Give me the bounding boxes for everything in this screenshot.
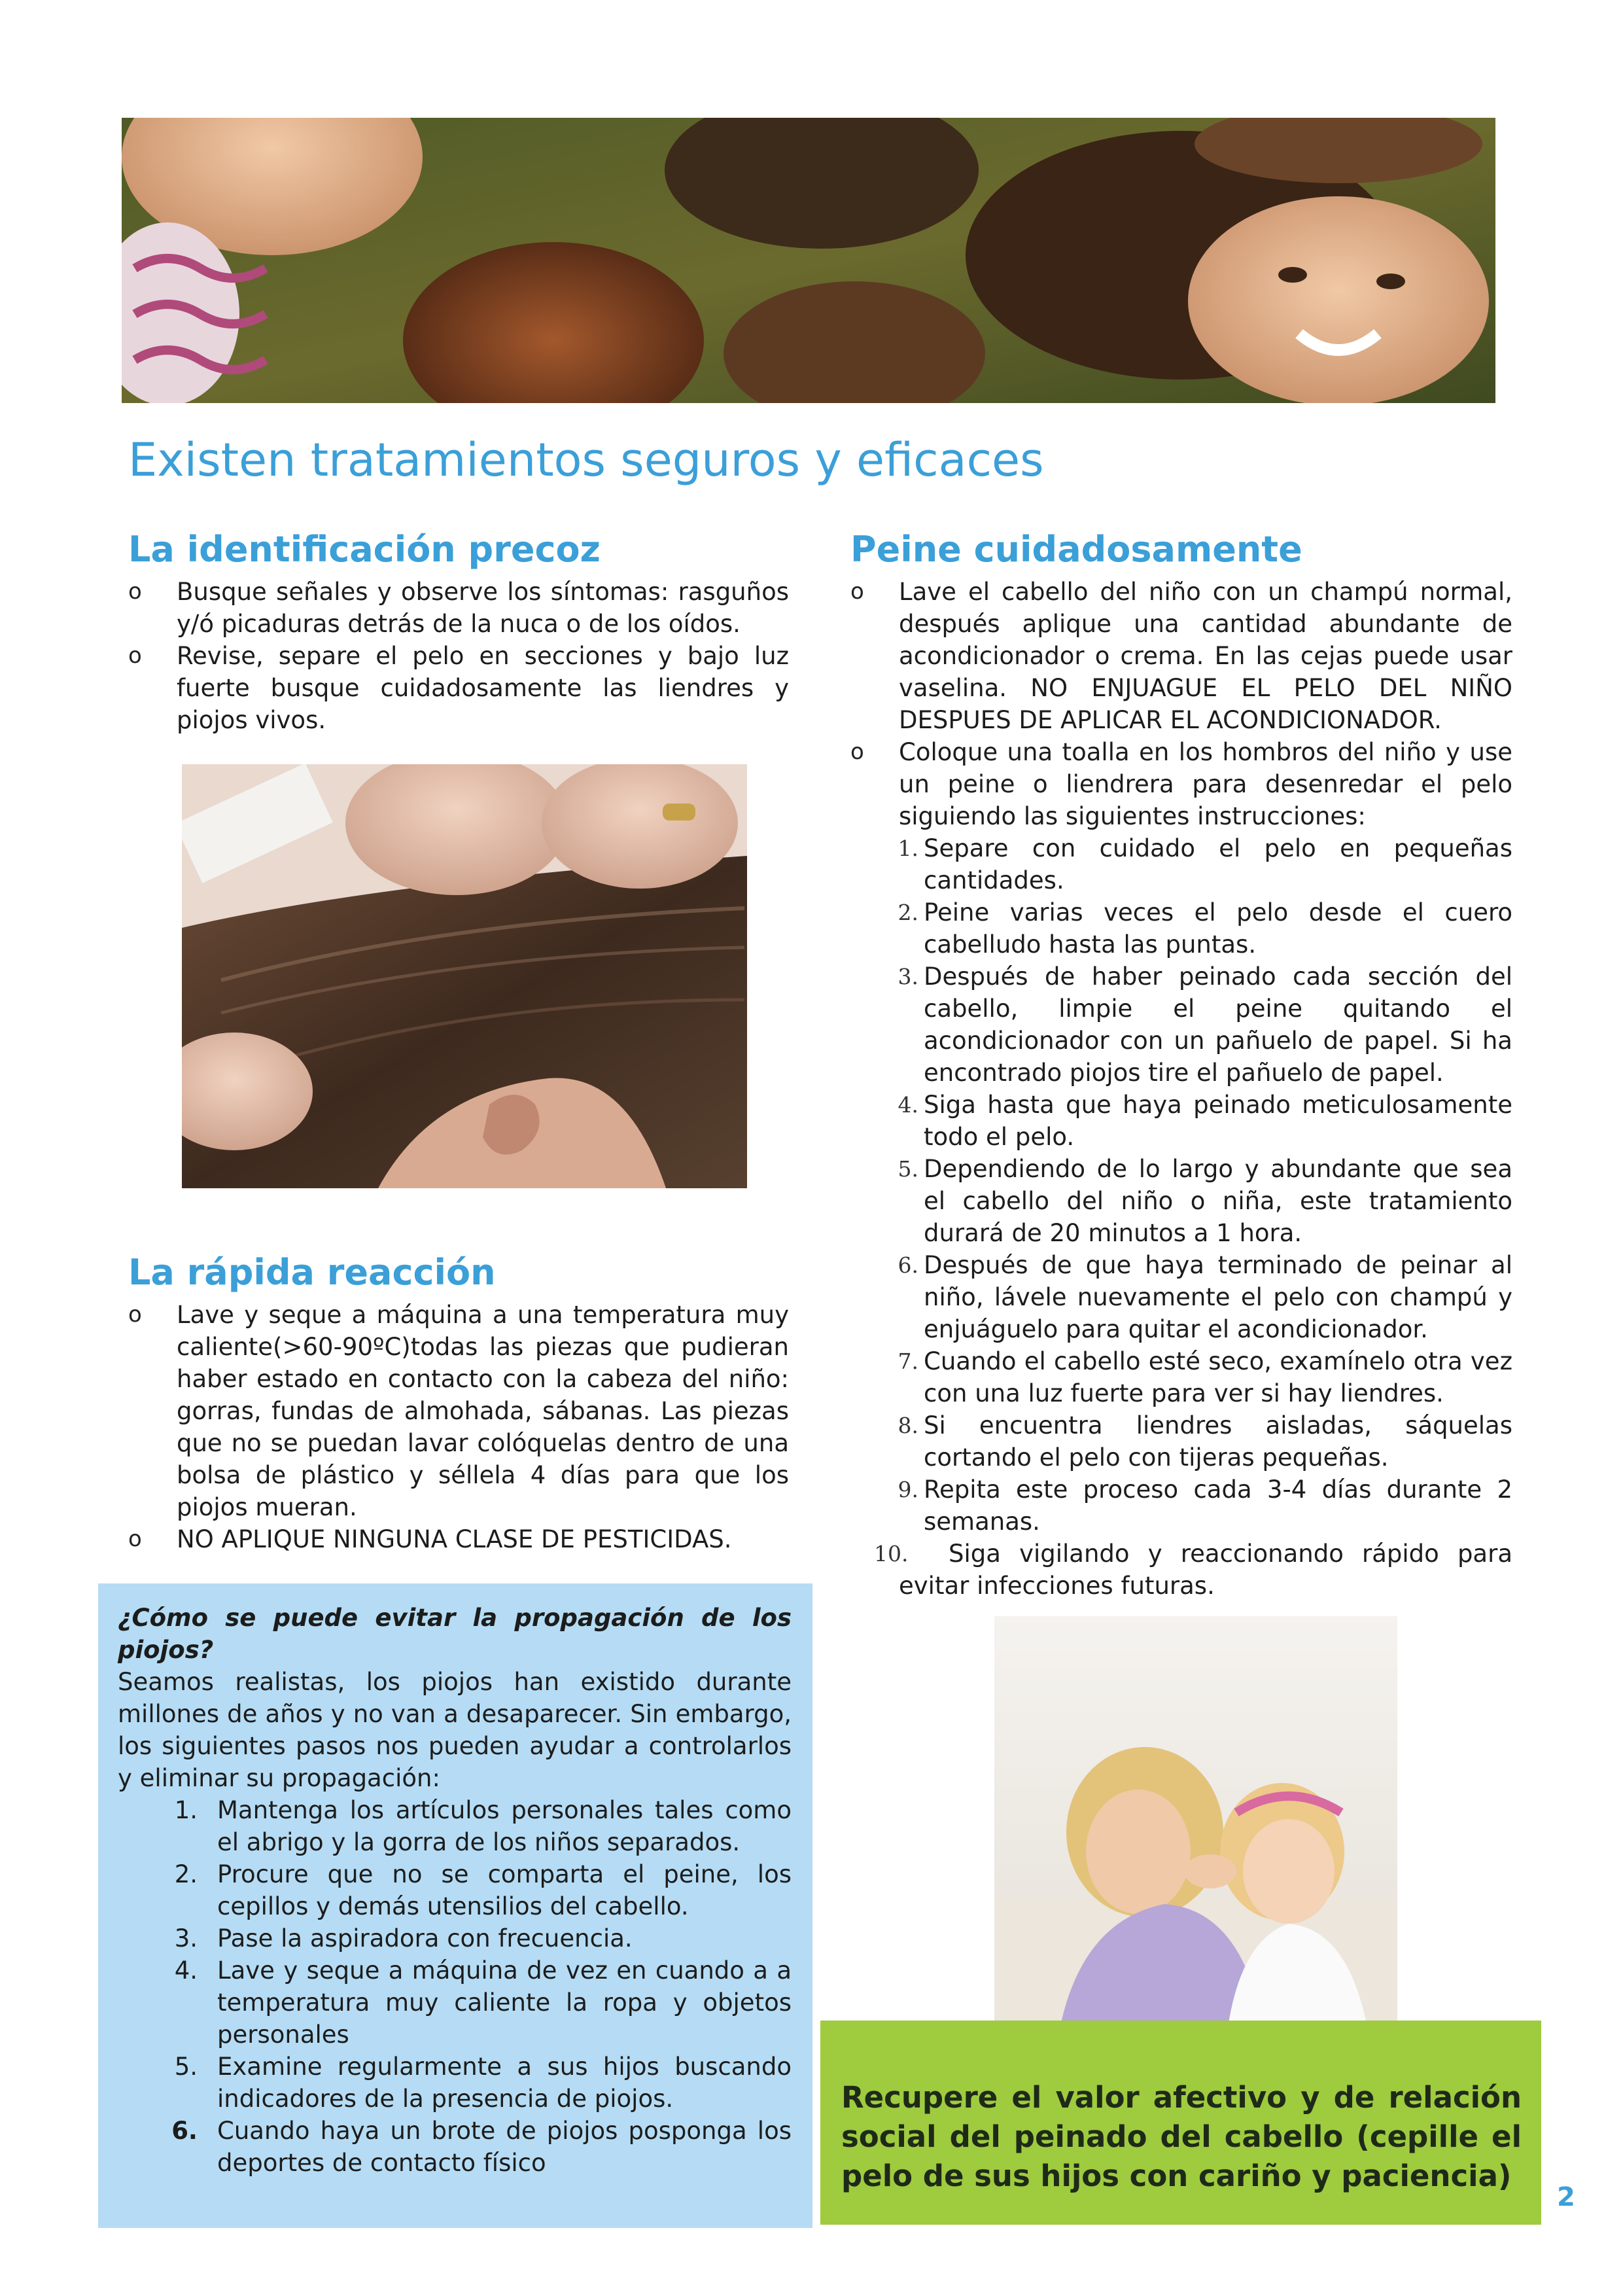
step-number: 1. — [898, 836, 918, 861]
list-item-text: Revise, separe el pelo en secciones y bajo luz fuerte busque cuidadosamente las liendres y piojos vivos. — [177, 642, 789, 734]
item-number: 3. — [174, 1924, 198, 1952]
list-item — [850, 736, 1512, 832]
combing-section — [850, 523, 1512, 1602]
step-number: 5. — [898, 1156, 918, 1182]
list-item — [128, 576, 789, 640]
step-text: Si encuentra liendres aisladas, sáquelas cortando el pelo con tijeras pequeñas. — [924, 1411, 1512, 1472]
step-item — [850, 1345, 1512, 1409]
step-item — [850, 1089, 1512, 1153]
prevention-question: ¿Cómo se puede evitar la propagación de los piojos? — [118, 1604, 792, 1664]
warning-text: NO ENJUAGUE EL PELO DEL NIÑO DESPUES DE APLICAR EL ACONDICIONADOR. — [899, 674, 1513, 734]
step-text: Después de que haya terminado de peinar al niño, lávele nuevamente el pelo con champú y enjuáguelo para quitar el acondicionador. — [924, 1251, 1512, 1343]
list-item-text: Pase la aspiradora con frecuencia. — [217, 1924, 633, 1952]
step-item — [850, 832, 1512, 896]
step-item — [850, 896, 1512, 961]
list-item — [118, 2051, 792, 2115]
item-number: 6. — [171, 2117, 198, 2145]
callout-box — [820, 2021, 1541, 2225]
step-text: Repita este proceso cada 3-4 días durante 2 semanas. — [924, 1475, 1512, 1536]
bullet-marker: o — [128, 578, 142, 605]
step-number: 3. — [898, 964, 918, 989]
step-number: 10. — [874, 1541, 909, 1566]
list-item-text: Coloque una toalla en los hombros del niño y use un peine o liendrera para desenredar el pelo siguiendo las siguientes instrucciones: — [899, 738, 1512, 830]
step-text: Después de haber peinado cada sección del cabello, limpie el peine quitando el acondicionador con un pañuelo de papel. Si ha encontrado piojos tire el pañuelo de papel. — [924, 963, 1512, 1087]
identification-section — [128, 523, 789, 736]
list-item-text: Lave y seque a máquina de vez en cuando a a temperatura muy caliente la ropa y objetos personales — [217, 1956, 792, 2049]
bullet-marker: o — [850, 578, 864, 605]
combing-heading: Peine cuidadosamente — [850, 529, 1302, 570]
prevention-box — [98, 1583, 812, 2228]
comb-hair-image — [182, 764, 747, 1188]
step-text: Siga hasta que haya peinado meticulosamente todo el pelo. — [924, 1091, 1512, 1151]
step-item — [850, 1153, 1512, 1249]
rapid-reaction-heading: La rápida reacción — [128, 1252, 496, 1293]
step-text: Cuando el cabello esté seco, examínelo otra vez con una luz fuerte para ver si hay liendres. — [924, 1347, 1512, 1407]
list-item-text: Lave y seque a máquina a una temperatura muy caliente(>60-90ºC)todas las piezas que pudieran haber estado en contacto con la cabeza del niño: gorras, fundas de almohada, sábanas. Las piezas que no se puedan lavar colóquelas dentro de una bolsa de plástico y séllela 4 días para que los piojos mueran. — [177, 1301, 789, 1521]
item-number: 5. — [174, 2053, 198, 2081]
hero-photo — [122, 118, 1495, 403]
step-item — [850, 1474, 1512, 1538]
list-item-text: Mantenga los artículos personales tales como el abrigo y la gorra de los niños separados. — [217, 1796, 792, 1856]
callout-text: Recupere el valor afectivo y de relación social del peinado del cabello (cepille el pelo de sus hijos con cariño y paciencia) — [841, 2080, 1522, 2193]
list-item — [118, 1858, 792, 1922]
step-number: 7. — [898, 1349, 918, 1374]
list-item — [850, 576, 1512, 736]
list-item-text: NO APLIQUE NINGUNA CLASE DE PESTICIDAS. — [177, 1525, 732, 1553]
step-number: 4. — [898, 1092, 918, 1118]
step-number: 6. — [898, 1252, 918, 1278]
step-text: Peine varias veces el pelo desde el cuero cabelludo hasta las puntas. — [924, 898, 1512, 959]
page-title: Existen tratamientos seguros y eficaces — [128, 433, 1044, 487]
list-item — [118, 2115, 792, 2179]
bullet-marker: o — [128, 1301, 142, 1328]
combing-photo — [182, 764, 747, 1188]
prevention-intro: Seamos realistas, los piojos han existido durante millones de años y no van a desaparecer. Sin embargo, los siguientes pasos nos pueden ayudar a controlarlos y eliminar su propagación: — [118, 1668, 792, 1792]
item-number: 4. — [174, 1956, 198, 1985]
step-text: Siga vigilando y reaccionando rápido para evitar infecciones futuras. — [899, 1540, 1512, 1600]
item-number: 2. — [174, 1860, 198, 1888]
mother-daughter-photo — [994, 1616, 1397, 2074]
step-item — [850, 1538, 1512, 1602]
list-item-text: Cuando haya un brote de piojos posponga los deportes de contacto físico — [217, 2117, 792, 2177]
list-item — [128, 1523, 789, 1555]
step-number: 8. — [898, 1413, 918, 1438]
step-item — [850, 1409, 1512, 1474]
item-number: 1. — [174, 1796, 198, 1824]
step-item — [850, 1249, 1512, 1345]
bullet-marker: o — [128, 643, 142, 669]
step-number: 2. — [898, 900, 918, 925]
identification-heading: La identificación precoz — [128, 529, 601, 570]
list-item-text: Busque señales y observe los síntomas: rasguños y/ó picaduras detrás de la nuca o de los oídos. — [177, 578, 789, 638]
list-item-text: Lave el cabello del niño con un champú normal, después aplique una cantidad abundante de acondicionador o crema. En las cejas puede usar vaselina. — [899, 578, 1512, 702]
step-number: 9. — [898, 1477, 918, 1502]
list-item — [118, 1954, 792, 2051]
family-faces-image — [122, 118, 1495, 403]
list-item — [128, 1299, 789, 1523]
step-item — [850, 961, 1512, 1089]
bullet-marker: o — [850, 739, 864, 765]
step-text: Dependiendo de lo largo y abundante que sea el cabello del niño o niña, este tratamiento durará de 20 minutos a 1 hora. — [924, 1155, 1512, 1247]
list-item — [118, 1922, 792, 1954]
list-item-text: Procure que no se comparta el peine, los cepillos y demás utensilios del cabello. — [217, 1860, 792, 1920]
list-item — [128, 640, 789, 736]
page-number: 2 — [1557, 2182, 1575, 2212]
rapid-reaction-section — [128, 1246, 789, 1555]
list-item — [118, 1794, 792, 1858]
bullet-marker: o — [128, 1526, 142, 1552]
step-text: Separe con cuidado el pelo en pequeñas cantidades. — [924, 834, 1512, 894]
mother-combing-image — [994, 1616, 1397, 2074]
list-item-text: Examine regularmente a sus hijos buscando indicadores de la presencia de piojos. — [217, 2053, 792, 2113]
